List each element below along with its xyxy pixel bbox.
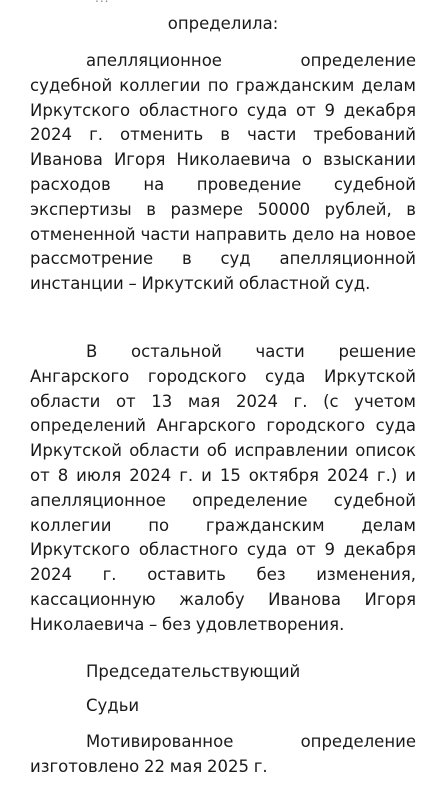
signature-judges: Судьи [86, 696, 140, 715]
paragraph-appeal-ruling: апелляционное определение судебной коллегии по гражданским делам Иркутского областного суда от 9 декабря 2024 г. отменить в части требований Иванова Игоря Николаевича о взыскании расходов на проведение судебной экспертизы в размере 50000 рублей, в отмененной части направить дело на новое рассмотрение в суд апелляционной инстанции – Иркутский областной суд. [30, 51, 416, 294]
document-heading: определила: [167, 14, 279, 33]
paragraph-final-note: Мотивированное определение изготовлено 22 мая 2025 г. [30, 732, 416, 776]
signature-presiding: Председательствующий [86, 662, 301, 681]
paragraph-remaining-decision: В остальной части решение Ангарского городского суда Иркутской области от 13 мая 2024 г. (с учетом определений Ангарского городского суда Иркутской области об исправлении описок от 8 июля 2024 г. и 15 октября 2024 г.) и апелляционное определение судебной коллегии по гражданским делам Иркутского областного суда от 9 декабря 2024 г. оставить без изменения, кассационную жалобу Иванова Игоря Николаевича – без удовлетворения. [30, 342, 416, 634]
cut-off-previous-line [95, 0, 415, 3]
